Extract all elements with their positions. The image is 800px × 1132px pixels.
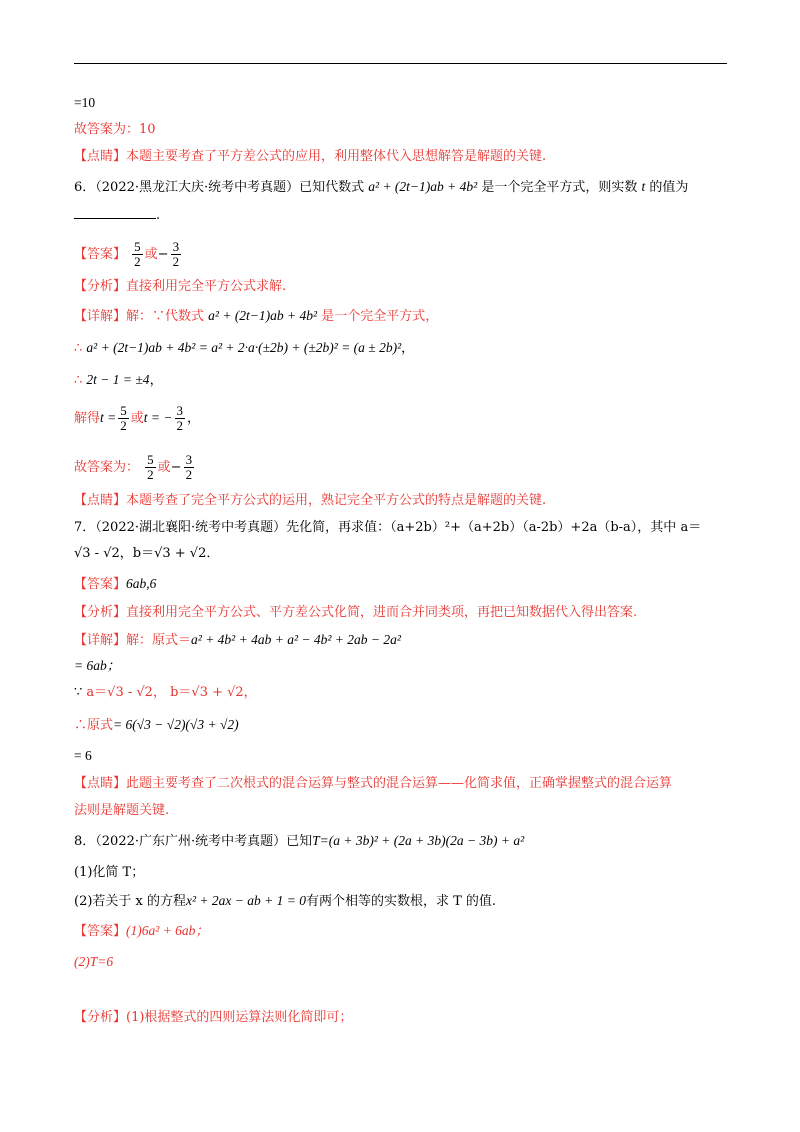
q8-part1: (1)化简 T； bbox=[74, 865, 145, 880]
q8-answer2: (2)T=6 bbox=[74, 954, 114, 969]
fraction-3-2: $\frac{3}{2}$ bbox=[172, 239, 180, 269]
q7-stem-line1: 7．（2022·湖北襄阳·统考中考真题）先化简，再求值：（a+2b）²+（a+2b）（a-2b）+2a（b-a），其中 a＝ bbox=[74, 520, 702, 535]
q7-comment-line1: 【点睛】此题主要考查了二次根式的混合运算与整式的混合运算——化简求值，正确掌握整式的混合运算 bbox=[74, 776, 673, 791]
q7-result2: = 6 bbox=[74, 748, 92, 763]
fraction-5-2-final: $\frac{5}{2}$ bbox=[147, 452, 154, 482]
q7-analysis: 【分析】直接利用完全平方公式、平方差公式化简，进而合并同类项，再把已知数据代入得出答案. bbox=[74, 605, 638, 620]
q6-step2: ∴ 2t − 1 = ±4， bbox=[74, 372, 163, 388]
q6-detail: 【详解】解：∵代数式 a² + (2t−1)ab + 4b² 是一个完全平方式， bbox=[74, 308, 439, 324]
q6-step1: ∴ a² + (2t−1)ab + 4b² = a² + 2·a·(±2b) + (±2b)² = (a ± 2b)²， bbox=[74, 340, 415, 356]
q6-answer: 【答案】 $\frac{5}{2}$ 或− $\frac{3}{2}$ bbox=[74, 239, 180, 269]
fraction-3-2-solve: $\frac{3}{2}$ bbox=[176, 403, 184, 433]
q8-analysis: 【分析】(1)根据整式的四则运算法则化简即可； bbox=[74, 1010, 353, 1025]
fraction-5-2-solve: $\frac{5}{2}$ bbox=[120, 403, 127, 433]
answer-blank bbox=[74, 206, 156, 219]
previous-answer: 故答案为：10 bbox=[74, 122, 156, 137]
q7-result1: = 6ab； bbox=[74, 658, 121, 673]
q6-blank-line: . bbox=[74, 206, 730, 226]
q7-detail: 【详解】解：原式＝a² + 4b² + 4ab + a² − 4b² + 2ab − 2a² bbox=[74, 632, 401, 648]
q8-part2: (2)若关于 x 的方程x² + 2ax − ab + 1 = 0有两个相等的实数根，求 T 的值. bbox=[74, 893, 497, 909]
q7-comment-line2: 法则是解题关键. bbox=[74, 803, 170, 818]
previous-comment: 【点睛】本题主要考查了平方差公式的应用，利用整体代入思想解答是解题的关键. bbox=[74, 149, 547, 164]
q6-solve: 解得t = $\frac{5}{2}$ 或t = − $\frac{3}{2}$ ， bbox=[74, 403, 201, 433]
q7-answer: 【答案】6ab,6 bbox=[74, 576, 157, 592]
q6-comment: 【点睛】本题考查了完全平方公式的运用，熟记完全平方公式的特点是解题的关键. bbox=[74, 493, 547, 508]
header-rule bbox=[74, 63, 727, 64]
q7-stem-line2: √3 - √2，b＝√3 + √2． bbox=[74, 546, 220, 561]
q7-since: ∵ a＝√3 - √2， b＝√3 + √2， bbox=[74, 685, 257, 700]
q6-analysis: 【分析】直接利用完全平方公式求解. bbox=[74, 279, 287, 294]
q6-stem: 6．（2022·黑龙江大庆·统考中考真题）已知代数式 a² + (2t−1)ab + 4b² 是一个完全平方式，则实数 t 的值为 bbox=[74, 179, 689, 195]
q8-stem: 8．（2022·广东广州·统考中考真题）已知T=(a + 3b)² + (2a + 3b)(2a − 3b) + a² bbox=[74, 833, 525, 849]
previous-result: =10 bbox=[74, 95, 96, 110]
q8-answer1: 【答案】(1)6a² + 6ab； bbox=[74, 923, 209, 939]
q7-therefore: ∴原式= 6(√3 − √2)(√3 + √2) bbox=[74, 717, 239, 733]
fraction-3-2-final: $\frac{3}{2}$ bbox=[185, 452, 193, 482]
fraction-5-2: $\frac{5}{2}$ bbox=[134, 239, 141, 269]
q6-final-answer: 故答案为： $\frac{5}{2}$ 或− $\frac{3}{2}$ bbox=[74, 452, 193, 482]
